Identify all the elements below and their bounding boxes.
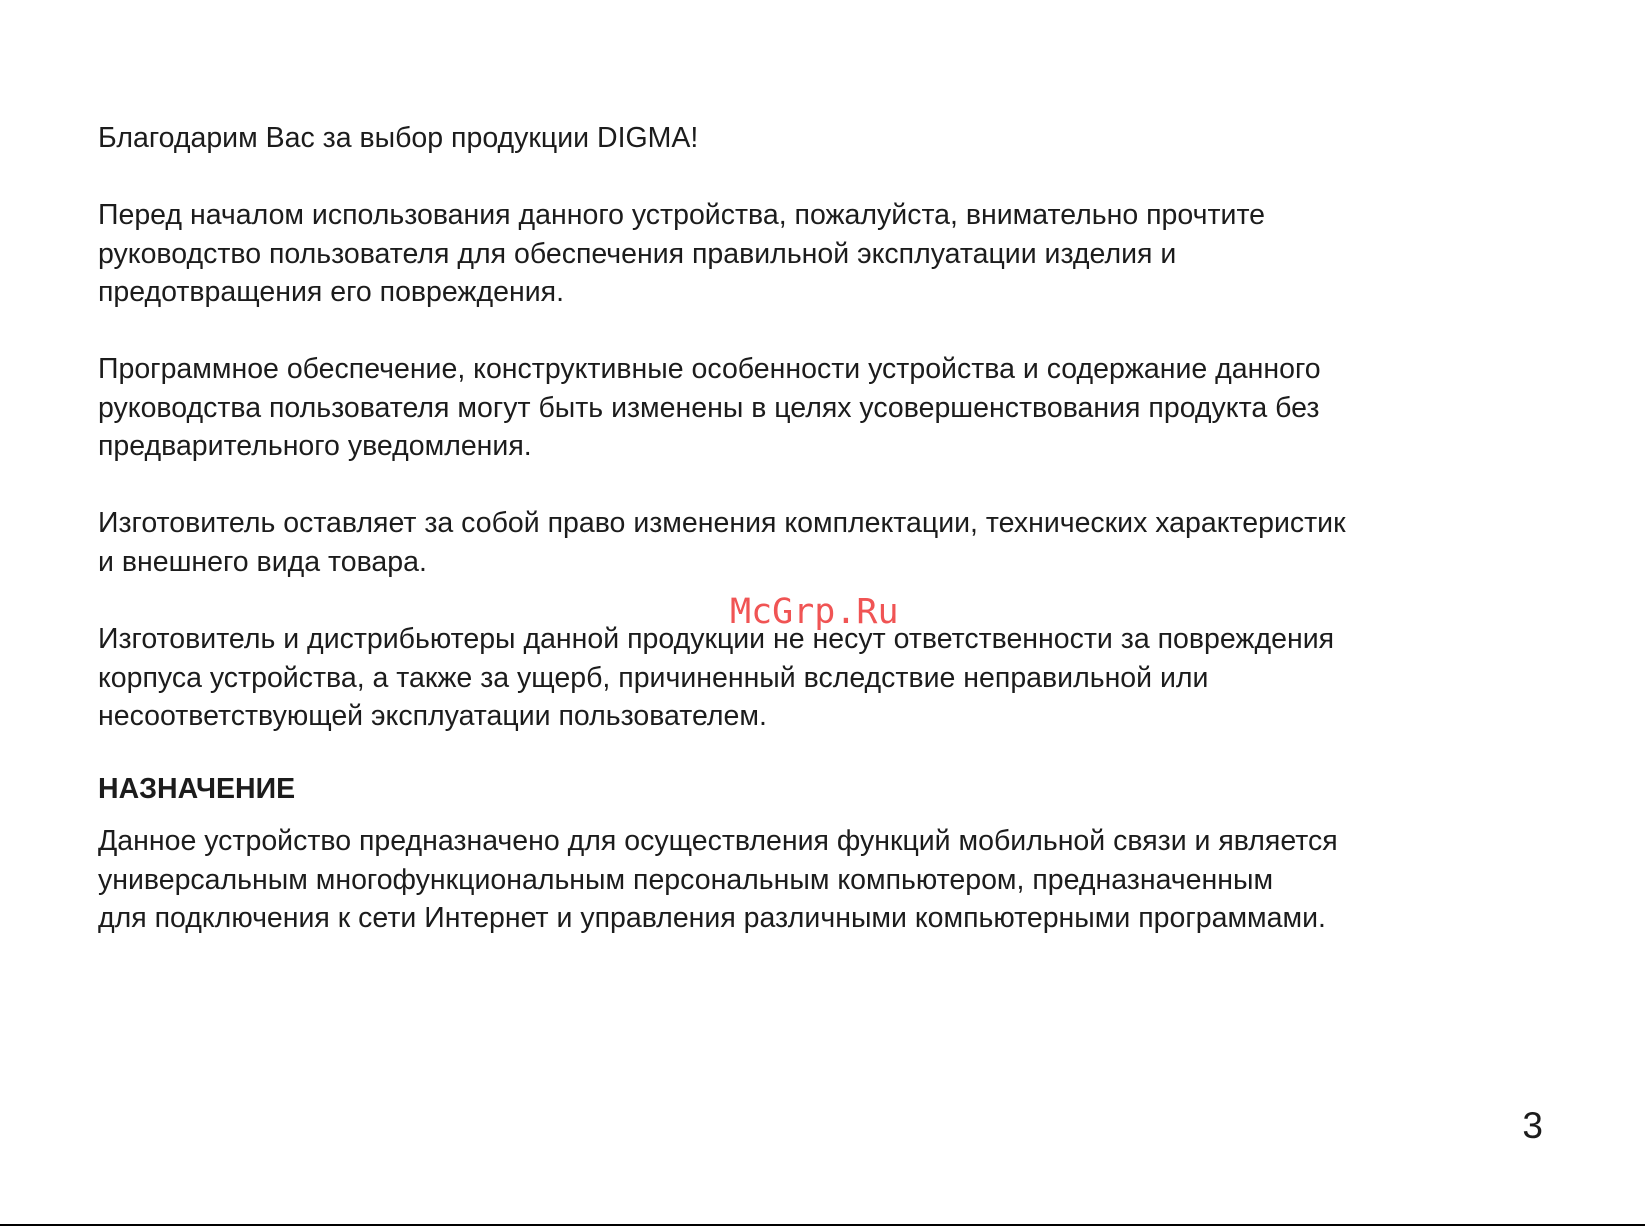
text-line: руководство пользователя для обеспечения правильной эксплуатации изделия и bbox=[98, 237, 1177, 270]
text-line: универсальным многофункциональным персональным компьютером, предназначенным bbox=[98, 863, 1274, 896]
page-number: 3 bbox=[1522, 1105, 1543, 1146]
text-line: предотвращения его повреждения. bbox=[98, 276, 564, 308]
text-line: Данное устройство предназначено для осуществления функций мобильной связи и является bbox=[98, 825, 1338, 857]
section-heading: НАЗНАЧЕНИЕ bbox=[98, 773, 296, 805]
text-line: корпуса устройства, а также за ущерб, причиненный вследствие неправильной или bbox=[98, 661, 1209, 694]
text-line: несоответствующей эксплуатации пользователем. bbox=[98, 700, 767, 732]
text-line: Изготовитель и дистрибьютеры данной продукции не несут ответственности за повреждения bbox=[98, 623, 1335, 655]
text-line: предварительного уведомления. bbox=[98, 430, 532, 462]
paragraph-before-use bbox=[98, 196, 1538, 312]
text-line: руководства пользователя могут быть изменены в целях усовершенствования продукта без bbox=[98, 391, 1320, 424]
text-line: Перед началом использования данного устройства, пожалуйста, внимательно прочтите bbox=[98, 199, 1266, 231]
paragraph-purpose bbox=[98, 822, 1538, 938]
watermark-text: McGrp.Ru bbox=[730, 592, 899, 632]
text-line: и внешнего вида товара. bbox=[98, 545, 427, 578]
text-line: Изготовитель оставляет за собой право изменения комплектации, технических характеристик bbox=[98, 507, 1346, 539]
paragraph-software bbox=[98, 350, 1538, 466]
paragraph-thanks bbox=[98, 119, 1538, 158]
text-line: Благодарим Вас за выбор продукции DIGMA! bbox=[98, 122, 699, 154]
text-line: для подключения к сети Интернет и управления различными компьютерными программами. bbox=[98, 902, 1326, 934]
text-line: Программное обеспечение, конструктивные особенности устройства и содержание данного bbox=[98, 353, 1321, 385]
paragraph-manufacturer bbox=[98, 504, 1538, 581]
paragraph-liability bbox=[98, 620, 1538, 736]
